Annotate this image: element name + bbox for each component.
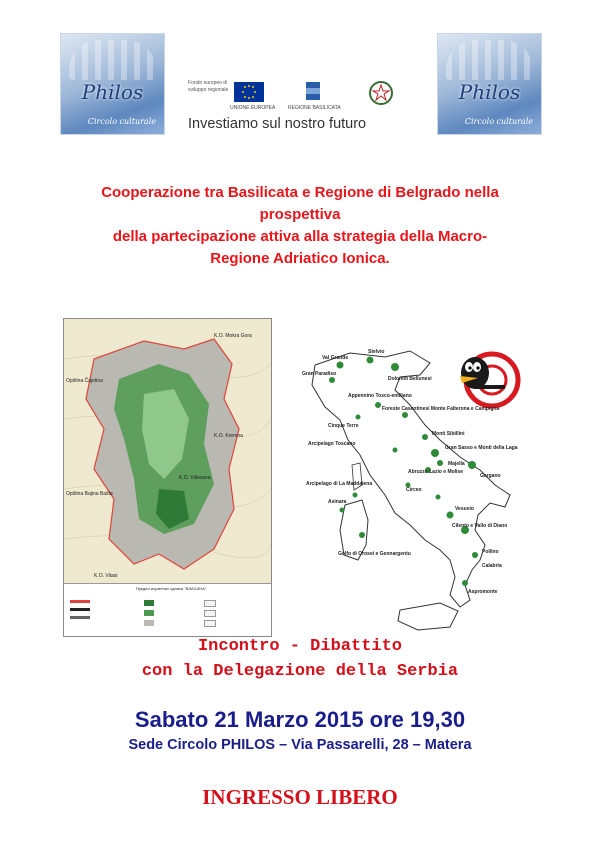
- italian-emblem-icon: [368, 80, 394, 106]
- legend-swatch: [144, 600, 154, 606]
- park-label: Arcipelago di La Maddalena: [306, 481, 373, 487]
- park-label: Dolomiti Bellunesi: [388, 376, 432, 382]
- park-label: Calabria: [482, 563, 502, 569]
- legend-swatch: [70, 616, 90, 619]
- park-label: Circeo: [406, 487, 422, 493]
- park-label: Stelvio: [368, 349, 385, 355]
- logo-tagline: Circolo culturale: [87, 117, 156, 126]
- philos-logo-right: [437, 33, 542, 135]
- park-mascot-icon: [460, 354, 518, 406]
- funding-slogan: Investiamo sul nostro futuro: [188, 116, 367, 132]
- map-legend: [64, 583, 271, 636]
- park-label: Aspromonte: [468, 589, 498, 595]
- park-label: Gran Sasso e Monti della Laga: [445, 445, 518, 451]
- park-label: Vesuvio: [455, 506, 474, 512]
- logo-figures-graphic: [69, 40, 156, 80]
- title-line: prospettiva: [259, 206, 341, 223]
- legend-swatch: [144, 620, 154, 626]
- legend-swatch: [70, 608, 90, 611]
- map-label: K.O. Vitasi: [94, 573, 118, 579]
- logo-figures-graphic: [446, 40, 533, 80]
- serbia-map-graphic: [64, 319, 271, 584]
- logo-wordmark: Philos: [458, 80, 521, 104]
- map-label: Opština Čajetina: [66, 378, 103, 384]
- eu-label: UNIONE EUROPEA: [230, 105, 276, 111]
- funding-logos: [188, 80, 400, 132]
- park-label: Majella: [448, 461, 465, 467]
- legend-swatch: [70, 600, 90, 603]
- italy-parks-map: [300, 345, 550, 645]
- fund-label: Fondo europeo di sviluppo regionale: [188, 80, 229, 93]
- park-label: Gargano: [480, 473, 501, 479]
- title-line: Regione Adriatico Ionica.: [210, 250, 390, 267]
- legend-swatch: [204, 620, 216, 627]
- legend-swatch: [204, 600, 216, 607]
- park-label: Gran Paradiso: [302, 371, 337, 377]
- map-label: Opština Bajina Bašta: [66, 491, 113, 497]
- eu-flag-icon: [234, 82, 264, 102]
- basilicata-icon: [306, 82, 320, 100]
- map-label: K.O. Višesava: [179, 475, 211, 481]
- serbia-protected-area-map: [63, 318, 272, 637]
- event-type: Incontro - Dibattito: [197, 637, 403, 656]
- title-line: della partecipazione attiva alla strategia della Macro-: [112, 228, 488, 245]
- park-label: Pollino: [482, 549, 499, 555]
- park-label: Foreste Casentinesi Monte Falterona e Campigna: [382, 406, 500, 412]
- legend-swatch: [144, 610, 154, 616]
- event-venue: Sede Circolo PHILOS – Via Passarelli, 28 – Matera: [128, 737, 472, 753]
- park-label: Monti Sibillini: [432, 431, 465, 437]
- map-label: K.O. Mokra Gora: [214, 333, 252, 339]
- park-label: Cilento e Vallo di Diano: [452, 523, 508, 529]
- logo-tagline: Circolo culturale: [464, 117, 533, 126]
- legend-swatch: [204, 610, 216, 617]
- page-title: [50, 182, 550, 270]
- free-entry-notice: INGRESSO LIBERO: [202, 785, 398, 809]
- region-label: REGIONE BASILICATA: [288, 105, 341, 111]
- map-label: K.O. Kremna: [214, 433, 243, 439]
- park-label: Abruzzo Lazio e Molise: [408, 469, 464, 475]
- park-label: Cinque Terre: [328, 423, 359, 429]
- event-date-time: Sabato 21 Marzo 2015 ore 19,30: [134, 707, 466, 732]
- event-guests: con la Delegazione della Serbia: [141, 662, 459, 681]
- logo-wordmark: Philos: [81, 80, 144, 104]
- park-label: Golfo di Orosei e Gennargentu: [338, 551, 411, 557]
- park-label: Val Grande: [322, 355, 349, 361]
- park-label: Arcipelago Toscano: [308, 441, 356, 447]
- philos-logo-left: [60, 33, 165, 135]
- park-label: Appennino Tosco-emiliano: [348, 393, 412, 399]
- park-label: Asinara: [328, 499, 347, 505]
- legend-title: Предео изузетних одлика "ВЛАСИНА": [135, 586, 207, 591]
- title-line: Cooperazione tra Basilicata e Regione di Belgrado nella: [101, 184, 499, 201]
